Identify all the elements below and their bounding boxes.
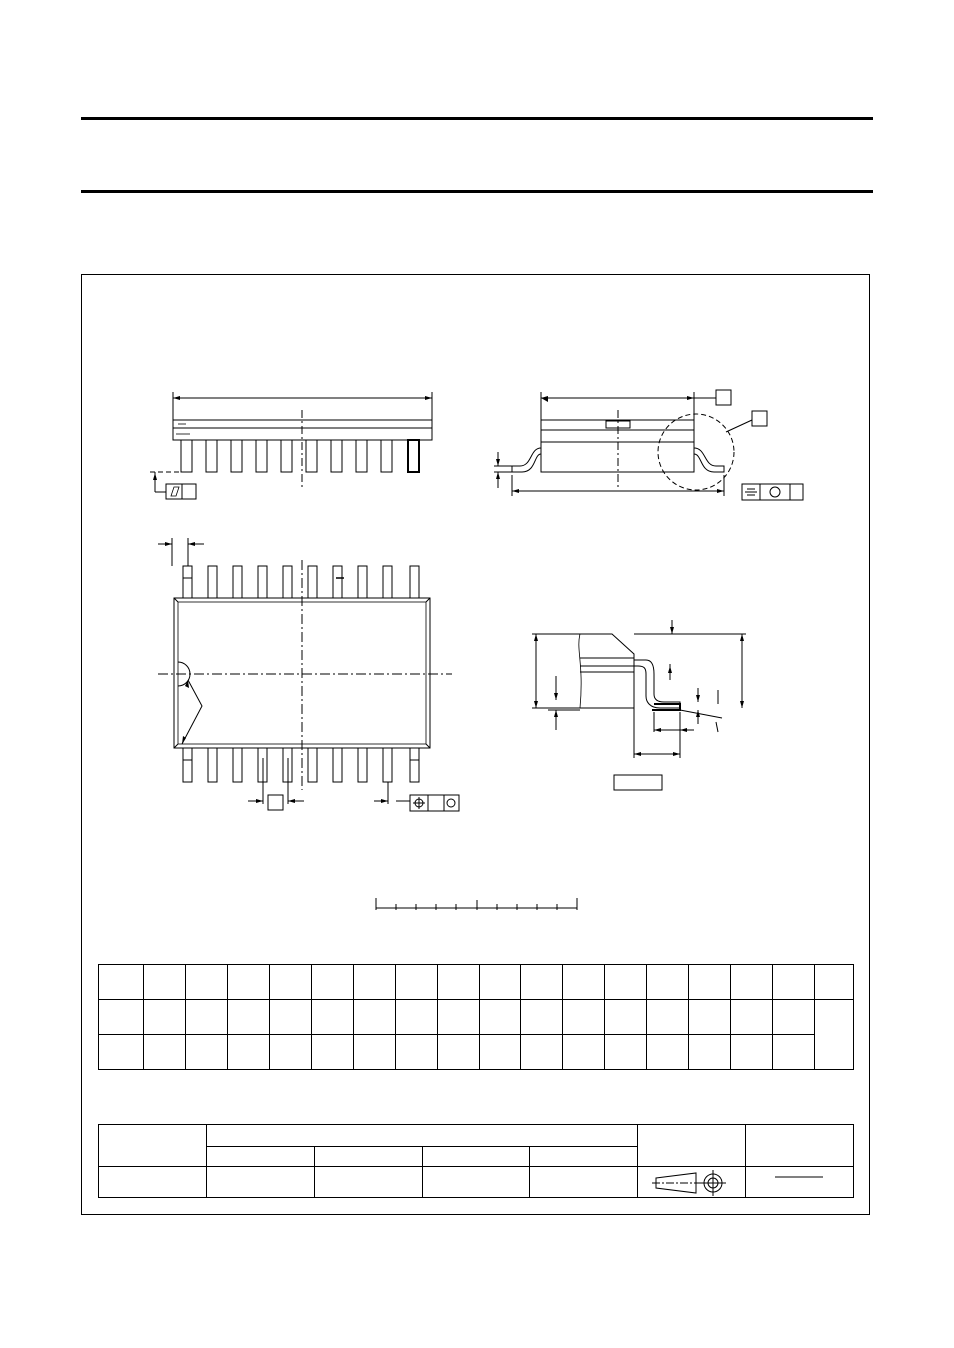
detail-label-box: [614, 775, 662, 790]
datum-box-icon: [716, 390, 731, 405]
top-leads-lower: [183, 748, 419, 782]
detail-reference-box: [752, 411, 767, 426]
detail-body: [580, 634, 634, 708]
side-view-end: [494, 390, 803, 500]
datum-box-icon: [268, 795, 283, 810]
gull-wing-lead: [634, 660, 680, 708]
dimensions-table: [98, 964, 854, 1070]
top-view: [158, 538, 459, 811]
flatness-symbol-icon: [166, 484, 196, 499]
scale-bar: [376, 898, 577, 910]
outline-references-table: [98, 1124, 854, 1198]
top-leads-upper: [183, 566, 419, 598]
lead-detail: [532, 620, 746, 790]
side-view-front: [150, 392, 432, 499]
side-leads: [181, 440, 419, 472]
